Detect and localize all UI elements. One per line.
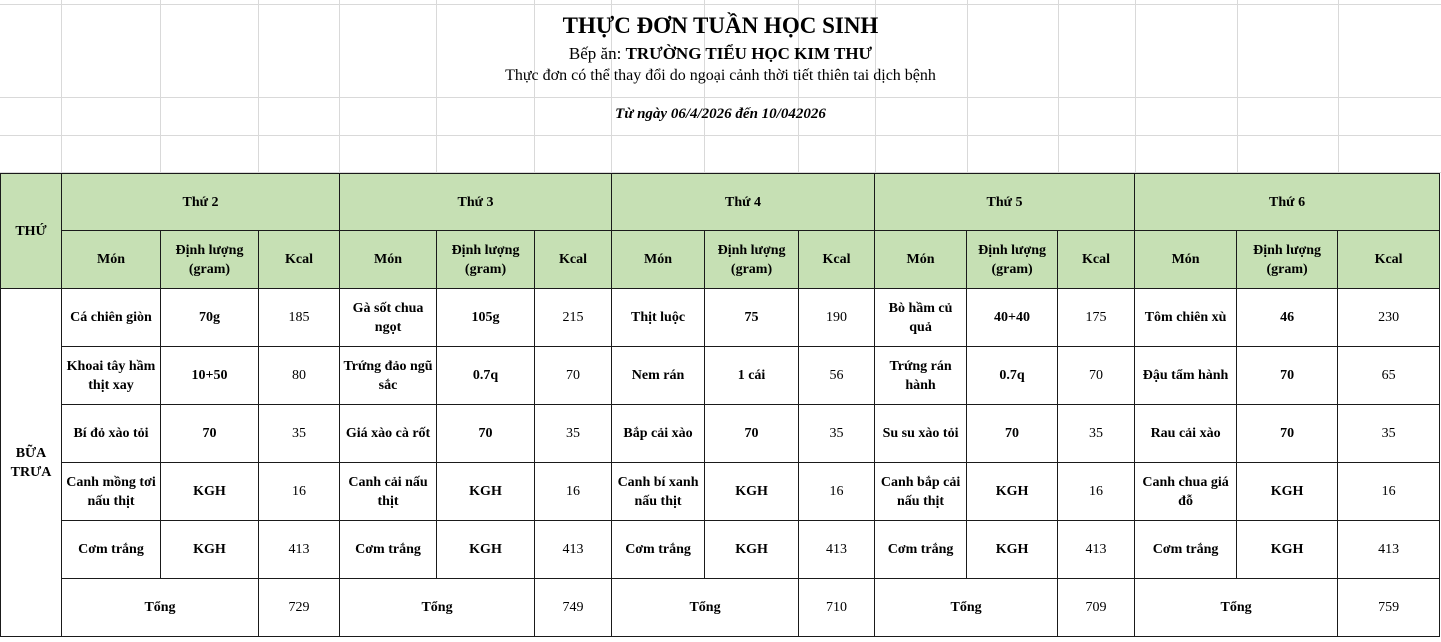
total-row [1, 579, 1440, 637]
kcal-cell: 185 [259, 289, 340, 347]
kcal-cell: 230 [1338, 289, 1440, 347]
kcal-cell: 413 [799, 521, 875, 579]
total-kcal: 759 [1338, 579, 1440, 637]
quantity-cell: KGH [437, 463, 535, 521]
quantity-cell: KGH [967, 521, 1058, 579]
dish-cell: Canh cải nấu thịt [340, 463, 437, 521]
kcal-cell: 35 [799, 405, 875, 463]
dish-cell: Nem rán [612, 347, 705, 405]
quantity-cell: 70g [161, 289, 259, 347]
quantity-cell: 46 [1237, 289, 1338, 347]
kcal-cell: 70 [535, 347, 612, 405]
column-header-dish: Món [1135, 231, 1237, 289]
total-kcal: 710 [799, 579, 875, 637]
table-row [1, 521, 1440, 579]
dish-cell: Cơm trắng [612, 521, 705, 579]
dish-cell: Bí đỏ xào tỏi [62, 405, 161, 463]
kcal-cell: 16 [1058, 463, 1135, 521]
gridline [0, 135, 1441, 136]
column-header-kcal: Kcal [799, 231, 875, 289]
column-header-dish: Món [62, 231, 161, 289]
kcal-cell: 35 [259, 405, 340, 463]
kcal-cell: 35 [535, 405, 612, 463]
quantity-cell: KGH [161, 521, 259, 579]
dish-cell: Cá chiên giòn [62, 289, 161, 347]
quantity-cell: 70 [1237, 405, 1338, 463]
table-row [1, 347, 1440, 405]
menu-title: THỰC ĐƠN TUẦN HỌC SINH [562, 13, 879, 38]
kcal-cell: 16 [259, 463, 340, 521]
quantity-cell: 105g [437, 289, 535, 347]
kcal-cell: 16 [1338, 463, 1440, 521]
kcal-cell: 175 [1058, 289, 1135, 347]
kcal-cell: 16 [799, 463, 875, 521]
kcal-cell: 80 [259, 347, 340, 405]
gridline [0, 4, 1441, 5]
dish-cell: Canh bí xanh nấu thịt [612, 463, 705, 521]
dish-cell: Bò hầm củ quả [875, 289, 967, 347]
column-header-quantity: Định lượng (gram) [705, 231, 799, 289]
column-header-kcal: Kcal [1338, 231, 1440, 289]
quantity-cell: 40+40 [967, 289, 1058, 347]
quantity-cell: 70 [705, 405, 799, 463]
column-header-kcal: Kcal [259, 231, 340, 289]
quantity-cell: KGH [967, 463, 1058, 521]
dish-cell: Cơm trắng [340, 521, 437, 579]
column-header-quantity: Định lượng (gram) [437, 231, 535, 289]
day-header: Thứ 3 [340, 174, 612, 231]
quantity-cell: 0.7q [967, 347, 1058, 405]
dish-cell: Thịt luộc [612, 289, 705, 347]
quantity-cell: 70 [967, 405, 1058, 463]
kcal-cell: 16 [535, 463, 612, 521]
column-header-kcal: Kcal [535, 231, 612, 289]
day-header: Thứ 6 [1135, 174, 1440, 231]
total-label: Tổng [875, 579, 1058, 637]
column-header-dish: Món [875, 231, 967, 289]
quantity-cell: KGH [437, 521, 535, 579]
dish-cell: Rau cải xào [1135, 405, 1237, 463]
quantity-cell: 10+50 [161, 347, 259, 405]
weekly-menu-table [0, 173, 1440, 637]
dish-cell: Cơm trắng [875, 521, 967, 579]
kcal-cell: 190 [799, 289, 875, 347]
dish-cell: Canh chua giá đỗ [1135, 463, 1237, 521]
dish-cell: Cơm trắng [62, 521, 161, 579]
kcal-cell: 413 [1058, 521, 1135, 579]
kcal-cell: 413 [1338, 521, 1440, 579]
column-header-quantity: Định lượng (gram) [161, 231, 259, 289]
column-header-dish: Món [612, 231, 705, 289]
quantity-cell: 70 [161, 405, 259, 463]
column-header-dish: Món [340, 231, 437, 289]
day-header: Thứ 4 [612, 174, 875, 231]
dish-cell: Khoai tây hầm thịt xay [62, 347, 161, 405]
quantity-cell: 1 cái [705, 347, 799, 405]
dish-cell: Su su xào tỏi [875, 405, 967, 463]
quantity-cell: 70 [437, 405, 535, 463]
kcal-cell: 56 [799, 347, 875, 405]
dish-cell: Canh bắp cải nấu thịt [875, 463, 967, 521]
dish-cell: Trứng rán hành [875, 347, 967, 405]
column-header-quantity: Định lượng (gram) [1237, 231, 1338, 289]
table-row [1, 405, 1440, 463]
gridline [0, 97, 1441, 98]
total-label: Tổng [340, 579, 535, 637]
dish-cell: Canh mồng tơi nấu thịt [62, 463, 161, 521]
table-row [1, 463, 1440, 521]
quantity-cell: KGH [161, 463, 259, 521]
menu-note: Thực đơn có thể thay đổi do ngoại cảnh thời tiết thiên tai dịch bệnh [505, 67, 936, 84]
kcal-cell: 35 [1058, 405, 1135, 463]
dish-cell: Trứng đảo ngũ sắc [340, 347, 437, 405]
column-header-quantity: Định lượng (gram) [967, 231, 1058, 289]
kcal-cell: 35 [1338, 405, 1440, 463]
kcal-cell: 413 [535, 521, 612, 579]
kitchen-line [0, 44, 1441, 64]
meal-label: BỮA TRƯA [1, 289, 62, 637]
quantity-cell: 0.7q [437, 347, 535, 405]
day-header: Thứ 2 [62, 174, 340, 231]
kcal-cell: 215 [535, 289, 612, 347]
quantity-cell: 70 [1237, 347, 1338, 405]
total-label: Tổng [612, 579, 799, 637]
total-label: Tổng [1135, 579, 1338, 637]
quantity-cell: 75 [705, 289, 799, 347]
date-range: Từ ngày 06/4/2026 đến 10/042026 [615, 106, 826, 122]
quantity-cell: KGH [1237, 463, 1338, 521]
kcal-cell: 413 [259, 521, 340, 579]
dish-cell: Đậu tẩm hành [1135, 347, 1237, 405]
kitchen-name: TRƯỜNG TIỂU HỌC KIM THƯ [625, 44, 873, 63]
total-kcal: 729 [259, 579, 340, 637]
dish-cell: Cơm trắng [1135, 521, 1237, 579]
total-kcal: 749 [535, 579, 612, 637]
quantity-cell: KGH [705, 521, 799, 579]
total-label: Tổng [62, 579, 259, 637]
corner-label: THỨ [1, 174, 62, 289]
quantity-cell: KGH [1237, 521, 1338, 579]
quantity-cell: KGH [705, 463, 799, 521]
dish-cell: Bắp cải xào [612, 405, 705, 463]
kcal-cell: 70 [1058, 347, 1135, 405]
kcal-cell: 65 [1338, 347, 1440, 405]
day-header: Thứ 5 [875, 174, 1135, 231]
column-header-kcal: Kcal [1058, 231, 1135, 289]
total-kcal: 709 [1058, 579, 1135, 637]
dish-cell: Tôm chiên xù [1135, 289, 1237, 347]
dish-cell: Giá xào cà rốt [340, 405, 437, 463]
table-row [1, 289, 1440, 347]
kitchen-prefix: Bếp ăn: [568, 44, 626, 63]
dish-cell: Gà sốt chua ngọt [340, 289, 437, 347]
